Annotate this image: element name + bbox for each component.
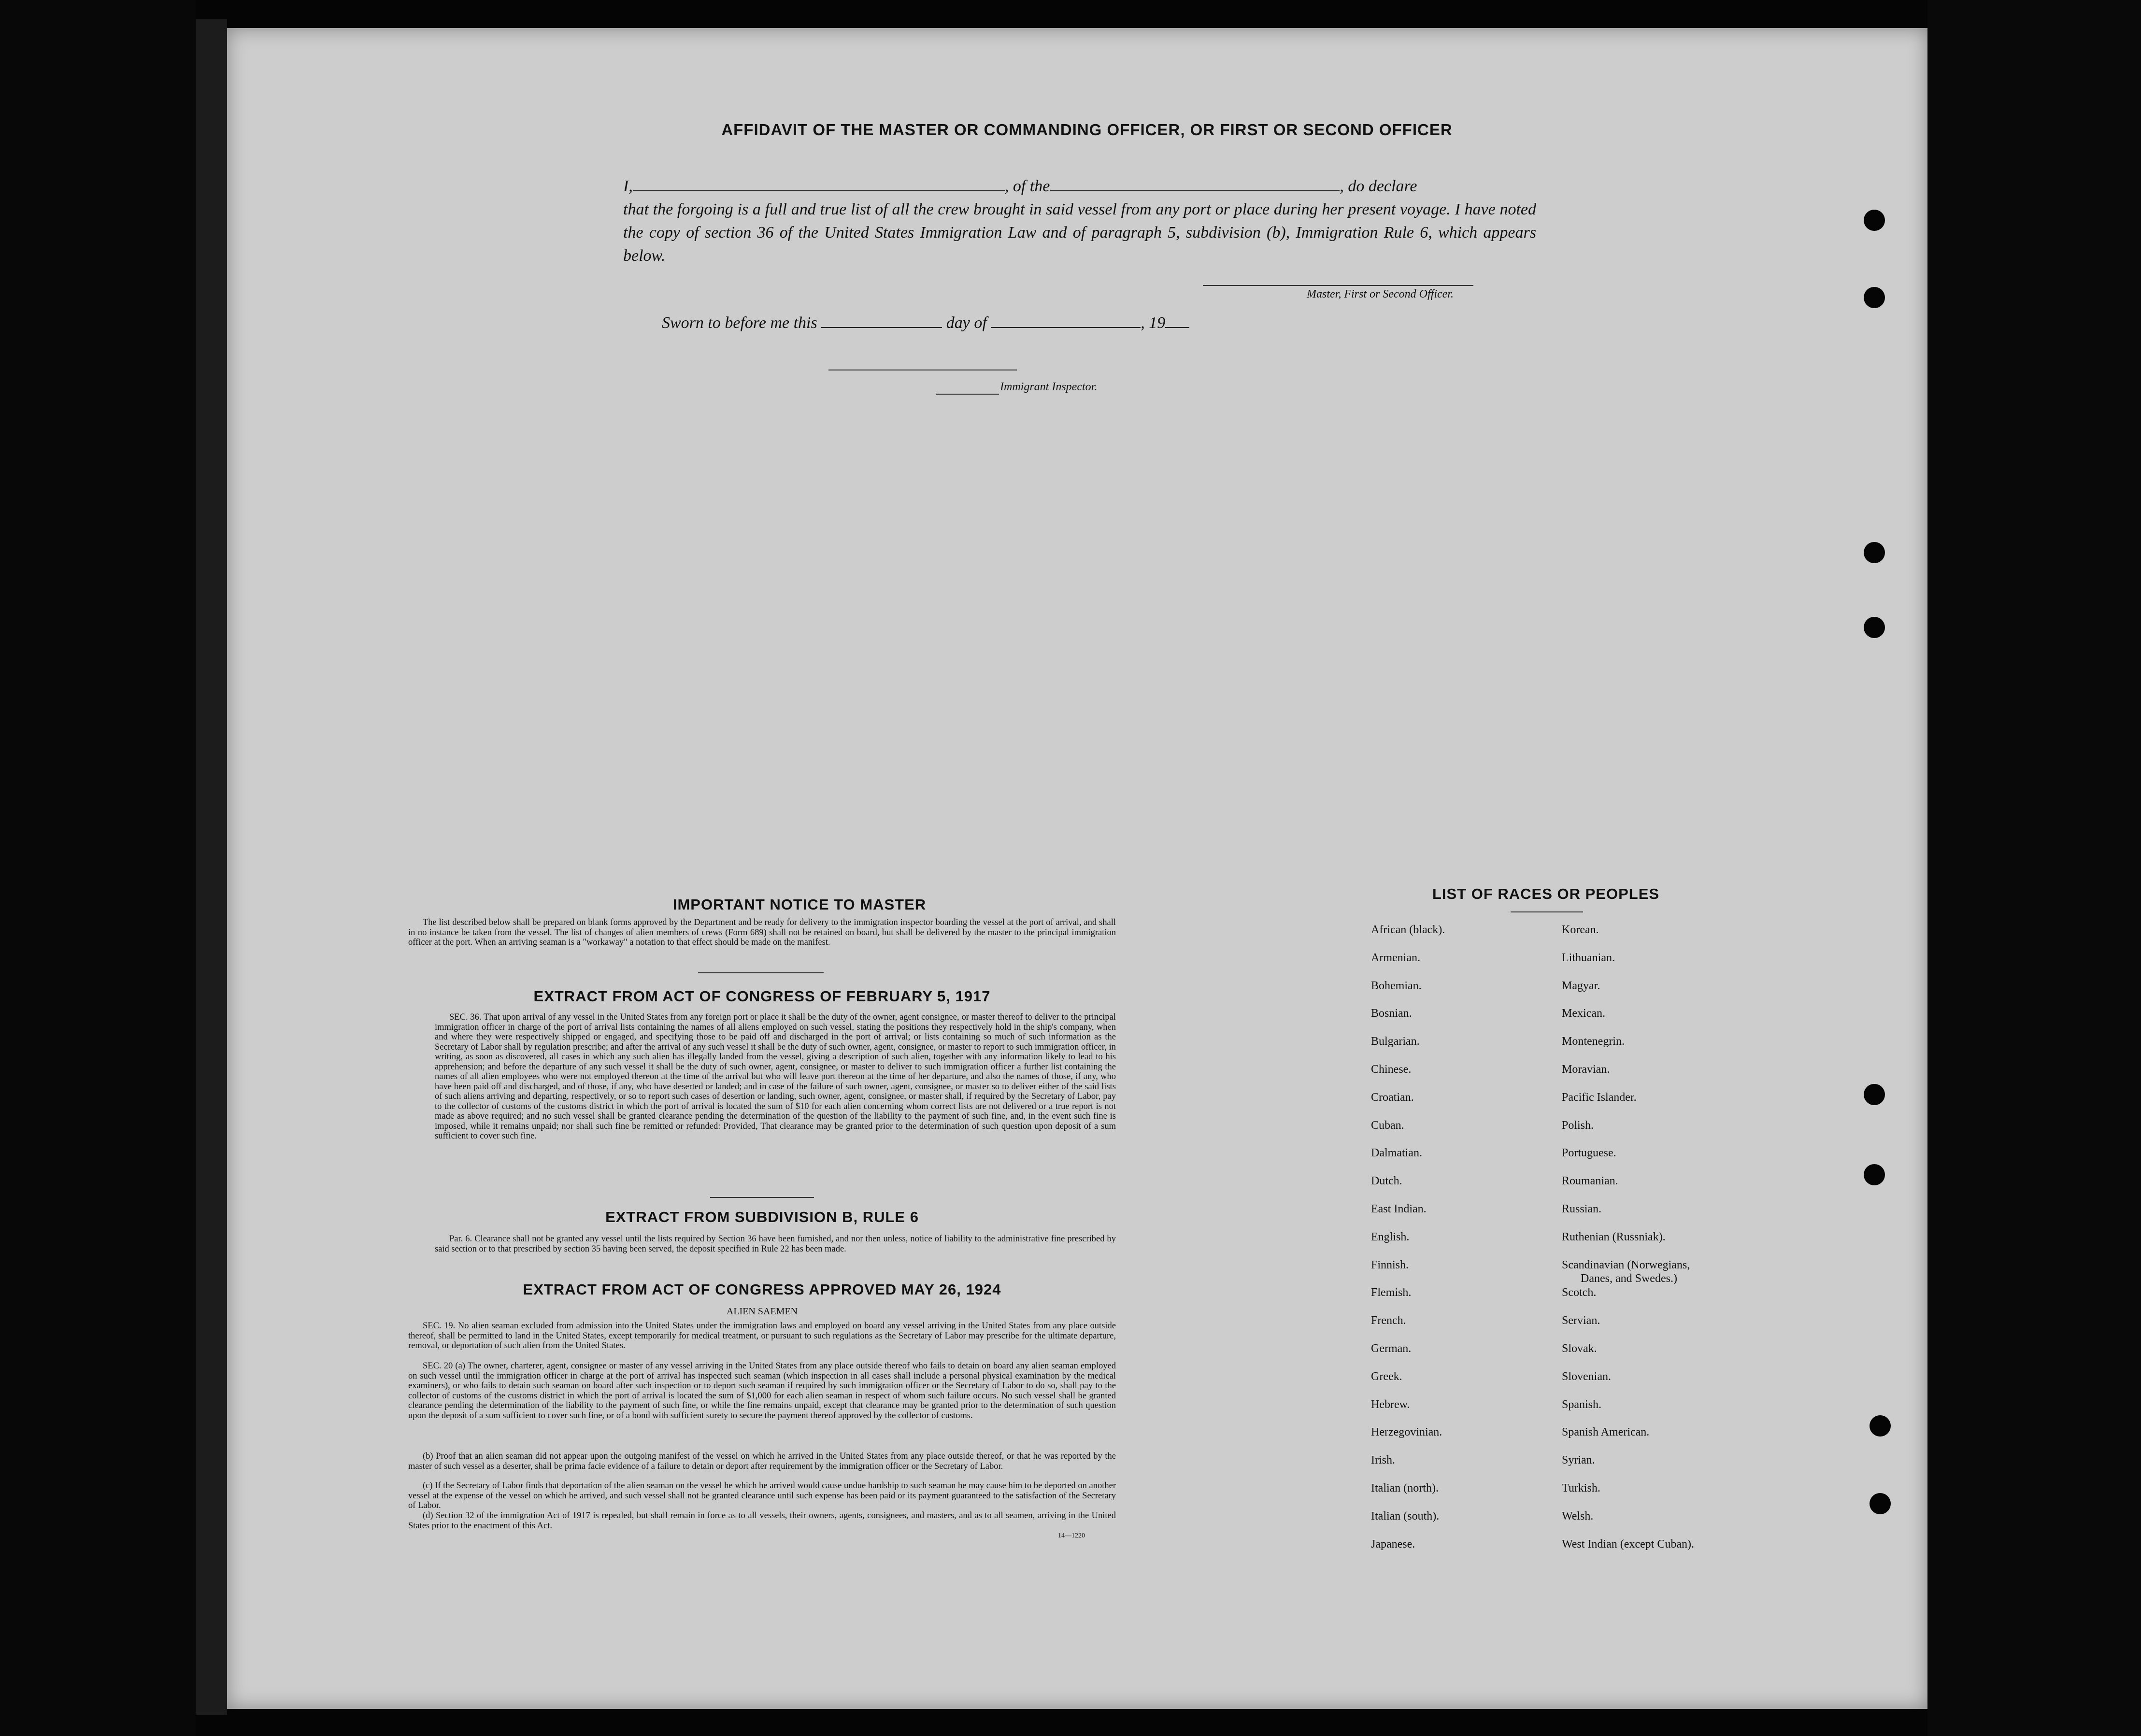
binder-hole bbox=[1864, 1164, 1885, 1185]
declaration-i: I, bbox=[623, 177, 633, 195]
race-item: Servian. bbox=[1562, 1314, 1600, 1327]
sworn-day-blank bbox=[821, 315, 942, 328]
extract-rule6-title: EXTRACT FROM SUBDIVISION B, RULE 6 bbox=[605, 1209, 919, 1225]
race-item: Japanese. bbox=[1371, 1538, 1415, 1551]
declaration-body: that the forgoing is a full and true list of all the crew brought in said vessel from any port or place during her present voyage. I have noted the copy of section 36 of the United States Immigration Law and of paragraph 5, subdivision (b), Immigration Rule 6, which appears below. bbox=[623, 200, 1536, 265]
race-item: Lithuanian. bbox=[1562, 952, 1615, 964]
race-item: Italian (north). bbox=[1371, 1482, 1439, 1494]
sworn-month-blank bbox=[991, 315, 1141, 328]
extract-1924-sec20a: SEC. 20 (a) The owner, charterer, agent, consignee or master of any vessel arriving in the United States from any place outside thereof who fails to detain on board any alien seaman employed on such vessel until the immigration officer in charge at the port of arrival has inspected such seaman (which inspection in all cases shall include a personal physical examination by the medical examiners), or who fails to detain such seaman on board after such inspection or to deport such seaman if required by such immigration officer or the Secretary of Labor to do so, shall pay to the collector of customs of the customs district in which the port of arrival is located the sum of $1,000 for each alien seaman in respect of whom such failure occurs. No such vessel shall be granted clearance pending the determination of the liability to the payment of such fine, or while the fine remains unpaid, except that clearance may be granted prior to the determination of such question upon the deposit of a sum sufficient to cover such fine, or of a bond with sufficient surety to secure the payment thereof approved by the collector of customs. bbox=[408, 1361, 1116, 1421]
race-item: Croatian. bbox=[1371, 1091, 1414, 1104]
race-item: Montenegrin. bbox=[1562, 1035, 1625, 1048]
race-item: German. bbox=[1371, 1342, 1412, 1355]
declaration-first-line bbox=[623, 175, 1536, 198]
affidavit-declaration bbox=[623, 175, 1536, 268]
race-item: African (black). bbox=[1371, 924, 1445, 936]
inspector-caption-rule bbox=[936, 394, 999, 395]
race-item: Cuban. bbox=[1371, 1119, 1404, 1132]
binder-hole bbox=[1870, 1415, 1891, 1437]
binder-hole bbox=[1864, 617, 1885, 638]
race-item: Greek. bbox=[1371, 1370, 1402, 1383]
race-item: Mexican. bbox=[1562, 1007, 1605, 1020]
race-item: West Indian (except Cuban). bbox=[1562, 1538, 1694, 1551]
notice-text: The list described below shall be prepared on blank forms approved by the Department and be ready for delivery to the immigration inspector boarding the vessel at the port of arrival, and shall in no instance be taken from the vessel. The list of changes of alien members of crews (Form 689) shall not be retained on board, but shall be delivered by the master to the principal immigration officer at the port. When an arriving seaman is a "workaway" a notation to that effect should be made on the manifest. bbox=[408, 918, 1116, 947]
declaration-do-declare: , do declare bbox=[1340, 177, 1417, 195]
race-item: Danes, and Swedes.) bbox=[1581, 1272, 1677, 1285]
race-item: Slovenian. bbox=[1562, 1370, 1611, 1383]
sworn-statement bbox=[662, 314, 1189, 332]
race-item: Portuguese. bbox=[1562, 1147, 1616, 1159]
race-item: Bosnian. bbox=[1371, 1007, 1412, 1020]
race-item: Ruthenian (Russniak). bbox=[1562, 1231, 1666, 1243]
master-caption: Master, First or Second Officer. bbox=[1307, 288, 1454, 300]
race-item: Herzegovinian. bbox=[1371, 1426, 1442, 1438]
race-item: Irish. bbox=[1371, 1454, 1395, 1466]
sworn-text-a: Sworn to before me this bbox=[662, 314, 817, 332]
section-rule bbox=[710, 1197, 814, 1198]
extract-1924-subtitle: ALIEN SAEMEN bbox=[726, 1306, 798, 1317]
race-item: Dalmatian. bbox=[1371, 1147, 1422, 1159]
race-item: Russian. bbox=[1562, 1203, 1602, 1215]
race-item: English. bbox=[1371, 1231, 1410, 1243]
binder-hole bbox=[1864, 287, 1885, 308]
section-rule bbox=[698, 972, 824, 973]
vessel-blank bbox=[1050, 179, 1340, 191]
race-item: Spanish. bbox=[1562, 1398, 1602, 1411]
race-item: Dutch. bbox=[1371, 1175, 1402, 1187]
races-title-rule bbox=[1511, 911, 1583, 912]
binder-hole bbox=[1864, 210, 1885, 231]
scan-border-left bbox=[0, 0, 196, 1736]
declaration-of-the: , of the bbox=[1004, 177, 1050, 195]
bleed-through-stamp bbox=[256, 894, 282, 960]
race-item: Moravian. bbox=[1562, 1063, 1610, 1076]
race-item: Bulgarian. bbox=[1371, 1035, 1420, 1048]
race-item: Korean. bbox=[1562, 924, 1599, 936]
notice-title: IMPORTANT NOTICE TO MASTER bbox=[672, 896, 927, 913]
race-item: Polish. bbox=[1562, 1119, 1594, 1132]
extract-1924-sec20b: (b) Proof that an alien seaman did not appear upon the outgoing manifest of the vessel on which he arrived in the United States from any place outside thereof, or that he was reported by the master of such vessel as a deserter, shall be prima facie evidence of a failure to detain or deport after requirement by the immigration officer or the Secretary of Labor. bbox=[408, 1451, 1116, 1471]
race-item: Pacific Islander. bbox=[1562, 1091, 1637, 1104]
name-blank bbox=[633, 179, 1005, 191]
race-item: Turkish. bbox=[1562, 1482, 1600, 1494]
extract-1924-sec20d: (d) Section 32 of the immigration Act of 1917 is repealed, but shall remain in force as to all vessels, their owners, agents, consignees, and masters, and as to all seamen, arriving in the United States prior to the enactment of this Act. bbox=[408, 1511, 1116, 1531]
race-item: Scandinavian (Norwegians, bbox=[1562, 1259, 1690, 1271]
race-item: Finnish. bbox=[1371, 1259, 1409, 1271]
extract-rule6-text: Par. 6. Clearance shall not be granted any vessel until the lists required by Section 36 have been furnished, and nor then unless, notice of liability to the administrative fine prescribed by said section or to that prescribed by section 35 having been served, the deposit specified in Rule 22 has been made. bbox=[435, 1234, 1116, 1254]
extract-1917-text: SEC. 36. That upon arrival of any vessel in the United States from any foreign port or place it shall be the duty of the owner, agent consignee, or master thereof to deliver to the principal immigration officer in charge of the port of arrival lists containing the names of all aliens employed on such vessel, stating the positions they respectively hold in the ship's company, when and where they were respectively shipped or engaged, and specifying those to be paid off and discharged in the port of arrival; or lists containing so much of such information as the Secretary of Labor shall by regulation prescribe; and after the arrival of any such vessel it shall be the duty of such owner, agent, consignee, or master to report to such immigration officer, in writing, as soon as discovered, all cases in which any such alien has illegally landed from the vessel, giving a description of such alien, together with any information likely to lead to his apprehension; and before the departure of any such vessel it shall be the duty of such owner, agent, consignee, or master to deliver to such immigration officer a further list containing the names of all alien employees who were not employed thereon at the time of the arrival but who will leave port thereon at the time of her departure, and also the names of those, if any, who have been paid off and discharged, and of those, if any, who have deserted or landed; and in case of the failure of such owner, agent, consignee, or master so to deliver either of the said lists of such aliens arriving and departing, respectively, or so to report such cases of desertion or landing, such owner, agent, consignee, or master shall, if required by the Secretary of Labor, pay to the collector of customs of the customs district in which the port of arrival is located the sum of $10 for each alien concerning whom correct lists are not delivered or a true report is not made as above required; and no such vessel shall be granted clearance pending the determination of the question of the liability to the payment of such fine, and, in the event such fine is imposed, while it remains unpaid; nor shall such fine be remitted or refunded: Provided, That clearance may be granted prior to the determination of such question upon deposit of a sum sufficient to cover such fine. bbox=[435, 1012, 1116, 1141]
race-item: Syrian. bbox=[1562, 1454, 1595, 1466]
race-item: Flemish. bbox=[1371, 1286, 1412, 1299]
races-title: LIST OF RACES OR PEOPLES bbox=[1432, 885, 1660, 902]
extract-1924-sec19: SEC. 19. No alien seaman excluded from admission into the United States under the immigration laws and employed on board any vessel arriving in the United States from any place outside thereof, shall be permitted to land in the United States, except temporarily for medical treatment, or pursuant to such regulations as the Secretary of Labor may prescribe for the ultimate departure, removal, or deportation of such alien from the United States. bbox=[408, 1321, 1116, 1351]
race-item: Slovak. bbox=[1562, 1342, 1597, 1355]
race-item: Bohemian. bbox=[1371, 980, 1422, 992]
race-item: Spanish American. bbox=[1562, 1426, 1650, 1438]
inspector-caption: Immigrant Inspector. bbox=[1000, 381, 1098, 393]
affidavit-title: AFFIDAVIT OF THE MASTER OR COMMANDING OFFICER, OR FIRST OR SECOND OFFICER bbox=[721, 121, 1453, 139]
race-item: Armenian. bbox=[1371, 952, 1420, 964]
binder-hole bbox=[1870, 1493, 1891, 1514]
extract-1924-title: EXTRACT FROM ACT OF CONGRESS APPROVED MAY 26, 1924 bbox=[523, 1281, 1001, 1298]
extract-1917-title: EXTRACT FROM ACT OF CONGRESS OF FEBRUARY 5, 1917 bbox=[533, 988, 991, 1005]
binder-hole bbox=[1864, 542, 1885, 563]
race-item: Roumanian. bbox=[1562, 1175, 1618, 1187]
race-item: Italian (south). bbox=[1371, 1510, 1440, 1523]
form-number: 14—1220 bbox=[1058, 1532, 1085, 1539]
extract-1924-sec20c: (c) If the Secretary of Labor finds that deportation of the alien seaman on the vessel he which he arrived would cause undue hardship to such seaman he may cause him to be deported on another vessel at the expense of the vessel on which he arrived, and such vessel shall not be granted clearance until such expense has been paid or its payment guaranteed to the satisfaction of the Secretary of Labor. bbox=[408, 1481, 1116, 1510]
sworn-text-b: day of bbox=[946, 314, 987, 332]
sworn-year-blank bbox=[1165, 315, 1189, 328]
sworn-text-c: , 19 bbox=[1141, 314, 1166, 332]
race-item: Scotch. bbox=[1562, 1286, 1597, 1299]
race-item: Magyar. bbox=[1562, 980, 1600, 992]
race-item: French. bbox=[1371, 1314, 1406, 1327]
race-item: Hebrew. bbox=[1371, 1398, 1410, 1411]
scan-border-right bbox=[1927, 0, 2141, 1736]
race-item: Welsh. bbox=[1562, 1510, 1594, 1523]
race-item: Chinese. bbox=[1371, 1063, 1412, 1076]
master-signature-line bbox=[1203, 285, 1473, 286]
race-item: East Indian. bbox=[1371, 1203, 1427, 1215]
page-edge-shadow bbox=[196, 19, 227, 1715]
binder-hole bbox=[1864, 1084, 1885, 1105]
